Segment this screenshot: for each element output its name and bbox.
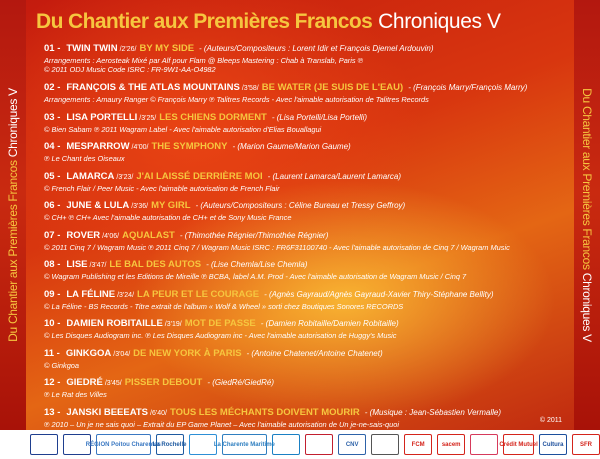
track-duration: /6'40/ bbox=[150, 409, 167, 417]
track-number: 02 - bbox=[44, 82, 61, 93]
track-item bbox=[44, 407, 564, 431]
track-title: LE BAL DES AUTOS bbox=[109, 259, 202, 270]
track-title: J'AI LAISSÉ DERRIÈRE MOI bbox=[136, 170, 263, 182]
track-item bbox=[44, 200, 564, 230]
track-duration: /4'00/ bbox=[131, 144, 149, 151]
track-info-extra: © 2011 ODJ Music Code ISRC : FR-9W1-AA-O4982 bbox=[44, 65, 216, 74]
track-info: © CH+ ℗ CH+ Avec l'aimable autorisation de CH+ et de Sony Music France bbox=[44, 213, 292, 222]
track-item bbox=[44, 318, 564, 348]
republique-francaise-logo bbox=[30, 434, 58, 455]
track-number: 08 - bbox=[44, 259, 61, 270]
track-number: 07 - bbox=[44, 229, 61, 241]
page-title bbox=[36, 10, 501, 34]
track-credit: - (Lisa Portelli/Lisa Portelli) bbox=[271, 112, 368, 122]
track-duration: /3'58/ bbox=[241, 85, 259, 92]
track-info: © Les Disques Audiogram inc. ℗ Les Disques Audiogram inc - Avec l'aimable autorisation de Huggy's Music bbox=[44, 331, 397, 340]
track-artist: JANSKI BEEEATS bbox=[66, 406, 149, 418]
track-title: MY GIRL bbox=[151, 200, 191, 211]
track-credit: - (GiedRé/GiedRé) bbox=[207, 378, 275, 387]
track-credit: - (François Marry/François Marry) bbox=[408, 83, 528, 92]
track-title: BE WATER (JE SUIS DE L'EAU) bbox=[261, 82, 404, 93]
la-rochelle-logo: La Rochelle bbox=[156, 434, 184, 455]
track-artist: LAMARCA bbox=[66, 170, 115, 182]
track-item bbox=[44, 43, 564, 82]
track-credit: - (Lise Chemla/Lise Chemla) bbox=[206, 260, 308, 269]
track-info: © Ginkgoa bbox=[44, 360, 80, 370]
track-title: TOUS LES MÉCHANTS DOIVENT MOURIR bbox=[169, 406, 360, 418]
track-artist: MESPARROW bbox=[66, 141, 130, 152]
track-line bbox=[44, 230, 564, 243]
track-info: © 2011 Cinq 7 / Wagram Music ℗ 2011 Cinq 7 / Wagram Music ISRC : FR6F31100740 - Avec l'aimable autorisation de Cinq 7 / Wagram Music bbox=[44, 242, 510, 252]
track-info: © Bien Sabam ℗ 2011 Wagram Label - Avec l'aimable autorisation d'Elias Bouallagui bbox=[44, 124, 322, 134]
track-artist: GIEDRÉ bbox=[66, 377, 103, 388]
title-main: Du Chantier aux Premières Francos bbox=[36, 10, 373, 33]
track-credit: - (Musique : Jean-Sébastien Vermalle) bbox=[364, 407, 501, 417]
la-charente-maritime-logo: La Charente Maritime bbox=[222, 434, 268, 455]
track-title: BY MY SIDE bbox=[139, 43, 195, 54]
track-info: © French Flair / Peer Music - Avec l'aimable autorisation de French Flair bbox=[44, 183, 280, 193]
track-duration: /3'47/ bbox=[89, 262, 107, 269]
track-number: 06 - bbox=[44, 200, 61, 211]
track-credit: - (Auteurs/Compositeurs : Lorent Idir et François Djemel Ardouvin) bbox=[199, 44, 434, 53]
fcm-logo: FCM bbox=[404, 434, 432, 455]
communaute-logo bbox=[272, 434, 300, 455]
track-item bbox=[44, 289, 564, 319]
track-number: 13 - bbox=[44, 406, 61, 418]
track-credit: - (Laurent Lamarca/Laurent Lamarca) bbox=[267, 171, 402, 181]
track-duration: /4'06/ bbox=[102, 232, 120, 240]
track-duration: /2'26/ bbox=[119, 46, 137, 53]
spedidam-logo bbox=[470, 434, 498, 455]
track-credit: - (Antoine Chatenet/Antoine Chatenet) bbox=[246, 348, 383, 358]
track-line bbox=[44, 259, 564, 272]
track-title: LES CHIENS DORMENT bbox=[159, 111, 267, 123]
track-number: 03 - bbox=[44, 111, 61, 123]
track-duration: /3'19/ bbox=[164, 321, 182, 328]
track-title: THE SYMPHONY bbox=[151, 141, 228, 152]
sfr-logo: SFR bbox=[572, 434, 600, 455]
track-line bbox=[44, 407, 564, 420]
track-info: Arrangements : Aerosteak Mixé par Alf pour Flam @ Bleeps Mastering : Chab à Translab, Paris ℗ bbox=[44, 56, 364, 65]
sponsor-logos-bar bbox=[0, 430, 600, 459]
track-line bbox=[44, 43, 564, 56]
track-number: 12 - bbox=[44, 377, 61, 388]
adami-logo bbox=[371, 434, 399, 455]
track-item bbox=[44, 377, 564, 407]
tracklist-panel bbox=[26, 0, 574, 430]
spine-text-right: Du Chantier aux Premières Francos Chroniques V bbox=[580, 88, 594, 342]
track-line bbox=[44, 318, 564, 331]
track-title: LA PEUR ET LE COURAGE bbox=[137, 288, 260, 300]
track-line bbox=[44, 348, 564, 361]
cnv-logo: CNV bbox=[338, 434, 366, 455]
track-credit: - (Marion Gaume/Marion Gaume) bbox=[232, 142, 351, 151]
track-info: ℗ Le Chant des Oiseaux bbox=[44, 154, 125, 163]
spine-text-left: Du Chantier aux Premières Francos Chroniques V bbox=[6, 88, 20, 342]
credit-mutuel-logo: Crédit Mutuel bbox=[503, 434, 534, 455]
track-credit: - (Auteurs/Compositeurs : Céline Bureau et Tressy Geffroy) bbox=[195, 201, 406, 210]
track-line bbox=[44, 377, 564, 390]
track-credit: - (Damien Robitaille/Damien Robitaille) bbox=[260, 319, 399, 328]
track-line bbox=[44, 141, 564, 154]
track-item bbox=[44, 82, 564, 112]
track-line bbox=[44, 200, 564, 213]
track-artist: ROVER bbox=[66, 229, 101, 241]
track-info: © La Féline - BS Records - Titre extrait de l'album « Wolf & Wheel » sorti chez Boutiques Sonores RECORDS bbox=[44, 301, 404, 311]
track-title: PISSER DEBOUT bbox=[124, 377, 203, 388]
title-sub: Chroniques V bbox=[378, 10, 501, 33]
track-duration: /3'25/ bbox=[139, 114, 157, 122]
track-title: AQUALAST bbox=[122, 229, 175, 241]
departement-logo bbox=[189, 434, 217, 455]
track-artist: TWIN TWIN bbox=[66, 43, 118, 54]
track-item bbox=[44, 348, 564, 378]
track-title: DE NEW YORK À PARIS bbox=[133, 347, 242, 359]
track-number: 05 - bbox=[44, 170, 61, 182]
track-line bbox=[44, 171, 564, 184]
track-duration: /3'04/ bbox=[113, 350, 131, 358]
track-item bbox=[44, 259, 564, 289]
track-info: © Wagram Publishing et les Editions de Mireille ℗ BCBA, label A.M. Prod - Avec l'aimable autorisation de Wagram Music / Cinq 7 bbox=[44, 272, 467, 281]
sacem-logo: sacem bbox=[437, 434, 465, 455]
region-poitou-charentes-logo: RÉGION Poitou Charentes bbox=[96, 434, 151, 455]
track-credit: - (Agnès Gayraud/Agnès Gayraud-Xavier Thiry-Stéphane Bellity) bbox=[264, 289, 494, 299]
track-artist: DAMIEN ROBITAILLE bbox=[66, 318, 163, 329]
track-artist: LISA PORTELLI bbox=[66, 111, 138, 123]
track-credit: - (Thimothée Régnier/Thimothée Régnier) bbox=[179, 230, 329, 240]
track-item bbox=[44, 171, 564, 201]
track-artist: LA FÉLINE bbox=[66, 288, 116, 300]
sncf-logo bbox=[305, 434, 333, 455]
copyright-note: © 2011 bbox=[539, 417, 562, 424]
track-title: MOT DE PASSE bbox=[184, 318, 256, 329]
track-item bbox=[44, 112, 564, 142]
track-duration: /3'36/ bbox=[131, 203, 149, 210]
track-line bbox=[44, 82, 564, 95]
track-number: 09 - bbox=[44, 288, 61, 300]
right-spine bbox=[574, 0, 600, 430]
track-artist: LISE bbox=[66, 259, 88, 270]
track-number: 01 - bbox=[44, 43, 61, 54]
track-number: 10 - bbox=[44, 318, 61, 329]
track-info: Arrangements : Amaury Ranger © François Marry ℗ Talitres Records - Avec l'aimable autorisation de Talitres Records bbox=[44, 95, 429, 104]
culturebox-logo: Cultura bbox=[539, 434, 567, 455]
track-number: 04 - bbox=[44, 141, 61, 152]
track-artist: JUNE & LULA bbox=[66, 200, 130, 211]
track-duration: /3'24/ bbox=[117, 291, 135, 299]
track-artist: GINKGOA bbox=[65, 347, 112, 359]
track-line bbox=[44, 112, 564, 125]
track-duration: /3'23/ bbox=[116, 173, 134, 181]
track-info: ℗ 2010 – Un je ne sais quoi – Extrait du EP Game Planet – Avec l'aimable autorisation de Un je-ne-sais-quoi bbox=[44, 419, 399, 429]
track-info: ℗ Le Rat des Villes bbox=[44, 390, 107, 399]
track-list bbox=[44, 43, 564, 430]
track-duration: /3'45/ bbox=[104, 380, 122, 387]
track-artist: FRANÇOIS & THE ATLAS MOUNTAINS bbox=[66, 82, 240, 93]
track-line bbox=[44, 289, 564, 302]
track-item bbox=[44, 230, 564, 260]
track-item bbox=[44, 141, 564, 171]
left-spine bbox=[0, 0, 26, 430]
track-number: 11 - bbox=[44, 347, 60, 359]
